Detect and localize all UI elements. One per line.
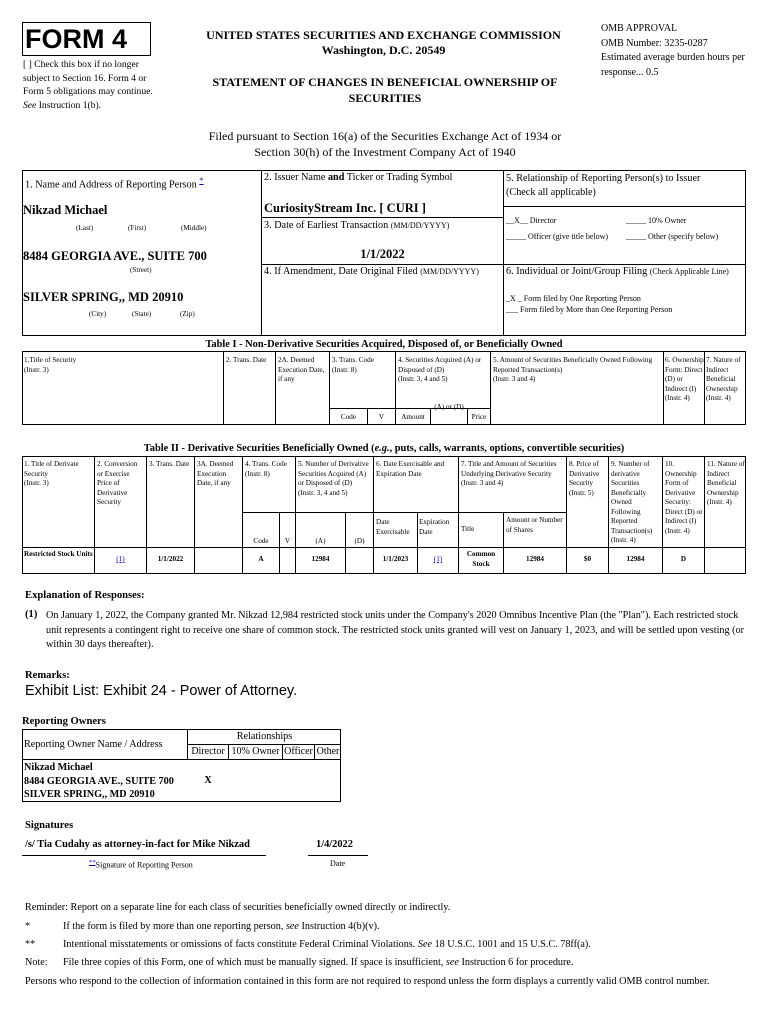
box1-label: 1. Name and Address of Reporting Person * [25,175,204,191]
t2-col-number: 5. Number of Derivative Securities Acquired (A) or Disposed of (D) (Instr. 3, 4 and 5) [298,460,369,497]
box4-label: 4. If Amendment, Date Original Filed (MM/DD/YYYY) [264,266,479,277]
filing-multiple-persons[interactable]: ___ Form filed by More than One Reporting Person [506,305,673,314]
footnote-double-star-link[interactable]: ** [89,859,96,866]
signer-name: /s/ Tia Cudahy as attorney-in-fact for Mike Nikzad [25,839,250,850]
owner-row [24,761,174,802]
owner-address-line2: SILVER SPRING,, MD 20910 [24,789,155,800]
table-row-security-title: Restricted Stock Units [24,550,93,558]
table-row-owned: 12984 [626,555,645,563]
footnote-star-link[interactable]: * [199,175,204,185]
t1-col-amount-owned: 5. Amount of Securities Beneficially Owned Following Reported Transaction(s) (Instr. 3 and 4) [493,356,653,383]
table1-title: Table I - Non-Derivative Securities Acquired, Disposed of, or Beneficially Owned [205,339,563,350]
omb-control-notice: Persons who respond to the collection of information contained in this form are not required to respond unless the form displays a currently valid OMB control number. [25,976,710,987]
footnote-1-link-expiration[interactable]: (1) [433,555,443,563]
agency-name: UNITED STATES SECURITIES AND EXCHANGE COMMISSION [206,28,561,42]
agency-city: Washington, D.C. 20549 [321,43,446,57]
t1-col-deemed-date: 2A. Deemed Execution Date, if any [278,356,325,383]
t1-col-title: 1.Title of Security (Instr. 3) [24,356,77,374]
t1-col-acquired: 4. Securities Acquired (A) or Disposed of (D) (Instr. 3, 4 and 5) [398,356,482,383]
section16-checkbox-note[interactable]: [ ] Check this box if no longer subject to Section 16. Form 4 or Form 5 obligations may continue. See Instruction 1(b). [23,59,153,111]
table-row-ownership-form: D [680,555,687,563]
relationship-10pct-owner[interactable]: _____ 10% Owner [626,216,687,225]
t2-col-ownership-form: 10. Ownership Form of Derivative Security: Direct (D) or Indirect (I) (Instr. 4) [665,460,703,535]
earliest-transaction-date: 1/1/2022 [360,247,405,261]
t1-col-trans-code: 3. Trans. Code (Instr. 8) [332,356,374,374]
box6-label: 6. Individual or Joint/Group Filing (Check Applicable Line) [506,266,729,277]
relationship-officer[interactable]: _____ Officer (give title below) [506,232,609,241]
reporting-person-name: Nikzad Michael [23,203,108,217]
filed-pursuant: Filed pursuant to Section 16(a) of the Securities Exchange Act of 1934 or Section 30(h) of the Investment Company Act of 1940 [208,129,562,159]
table-row-underlying-title: Common Stock [466,550,496,568]
table-row-date-exercisable: 1/1/2023 [382,555,409,563]
box3-label: 3. Date of Earliest Transaction (MM/DD/YYYY) [264,220,450,231]
footnote-1-number: (1) [25,609,38,620]
omb-approval: OMB APPROVAL OMB Number: 3235-0287 Estimated average burden hours per response... 0.5 [601,23,745,78]
owners-col-10pct: 10% Owner [231,746,280,757]
t2-col-conversion: 2. Conversion or Exercise Price of Derivative Security [97,460,138,506]
t2-col-title: 1. Title of Derivate Security (Instr. 3) [24,460,79,487]
t1-col-trans-date: 2. Trans. Date [226,356,267,364]
owners-col-officer: Officer [284,746,313,757]
agency-header [176,28,591,58]
table-row-trans-date: 1/1/2022 [157,555,184,563]
box5-label: 5. Relationship of Reporting Person(s) to Issuer (Check all applicable) [506,173,701,198]
owner-name: Nikzad Michael [24,762,93,773]
table-row-acquired: 12984 [311,555,330,563]
footnote-star-text: If the form is filed by more than one reporting person, see Instruction 4(b)(v). [63,921,380,932]
date-label: Date [330,859,346,868]
remarks-text: Exhibit List: Exhibit 24 - Power of Attorney. [25,683,298,699]
table2-title: Table II - Derivative Securities Beneficially Owned (e.g., puts, calls, warrants, options, convertible securities) [143,443,625,454]
owner-address-line1: 8484 GEORGIA AVE., SUITE 700 [24,775,174,787]
filing-one-person[interactable]: _X _ Form filed by One Reporting Person [506,294,641,303]
owners-col-director: Director [191,746,225,757]
reporting-person-street: 8484 GEORGIA AVE., SUITE 700 [23,249,207,263]
t1-col-nature: 7. Nature of Indirect Beneficial Ownership (Instr. 4) [706,356,741,402]
signature-label: **Signature of Reporting Person [89,859,193,870]
issuer-name: CuriosityStream Inc. [ CURI ] [264,201,426,215]
t1-col-ownership-form: 6. Ownership Form: Direct (D) or Indirect (I) (Instr. 4) [665,356,704,402]
footnote-1-text: On January 1, 2022, the Company granted Mr. Nikzad 12,984 restricted stock units under the Company's 2020 Omnibus Incentive Plan (the "Plan"). Each restricted stock unit represents a contingent right to receive one share of common stock. The restricted stock units granted will vest on January 1, 2023, and will be settled upon vesting (or within 30 days thereafter). [46,610,745,650]
signatures-title: Signatures [25,820,74,831]
t2-col-nature: 11. Nature of Indirect Beneficial Ownership (Instr. 4) [707,460,745,506]
reporting-person-city: SILVER SPRING,, MD 20910 [23,290,184,304]
remarks-title: Remarks: [25,670,70,681]
relationship-other[interactable]: _____ Other (specify below) [626,232,719,241]
form-title: FORM 4 [25,24,128,54]
owner-director-mark: X [204,775,212,786]
t2-col-trans-date: 3. Trans. Date [149,460,190,468]
t2-col-deemed-date: 3A. Deemed Execution Date, if any [197,460,234,487]
explanation-title: Explanation of Responses: [25,590,145,601]
reporting-owners-title: Reporting Owners [22,716,106,727]
t2-col-owned: 9. Number of derivative Securities Beneficially Owned Following Reported Transaction(s) (Instr. 4) [611,460,653,544]
box2-label: 2. Issuer Name and Ticker or Trading Symbol [264,172,453,183]
t2-col-exercisable: 6. Date Exercisable and Expiration Date [376,460,445,478]
footnote-double-star-text: Intentional misstatements or omissions of facts constitute Federal Criminal Violations. See 18 U.S.C. 1001 and 15 U.S.C. 78ff(a). [63,939,591,950]
t2-col-price: 8. Price of Derivative Security (Instr. 5) [569,460,600,497]
owners-col-other: Other [316,746,340,757]
t2-col-trans-code: 4. Trans. Code (Instr. 8) [245,460,287,478]
table-row-price: $0 [583,555,592,563]
note-text: File three copies of this Form, one of which must be manually signed. If space is insufficient, see Instruction 6 for procedure. [63,957,574,968]
relationship-director[interactable]: __X__ Director [506,216,557,225]
statement-title: STATEMENT OF CHANGES IN BENEFICIAL OWNERSHIP OF SECURITIES [212,75,558,105]
footnote-1-link[interactable]: (1) [116,555,125,563]
t2-col-underlying: 7. Title and Amount of Securities Underlying Derivative Security (Instr. 3 and 4) [461,460,557,487]
reminder-text: Reminder: Report on a separate line for each class of securities beneficially owned directly or indirectly. [25,902,451,913]
owners-col-name: Reporting Owner Name / Address [24,739,163,750]
owners-relationships: Relationships [236,731,293,742]
signature-date: 1/4/2022 [316,839,353,850]
table-row-code: A [258,555,264,563]
table-row-underlying-amount: 12984 [526,555,544,563]
